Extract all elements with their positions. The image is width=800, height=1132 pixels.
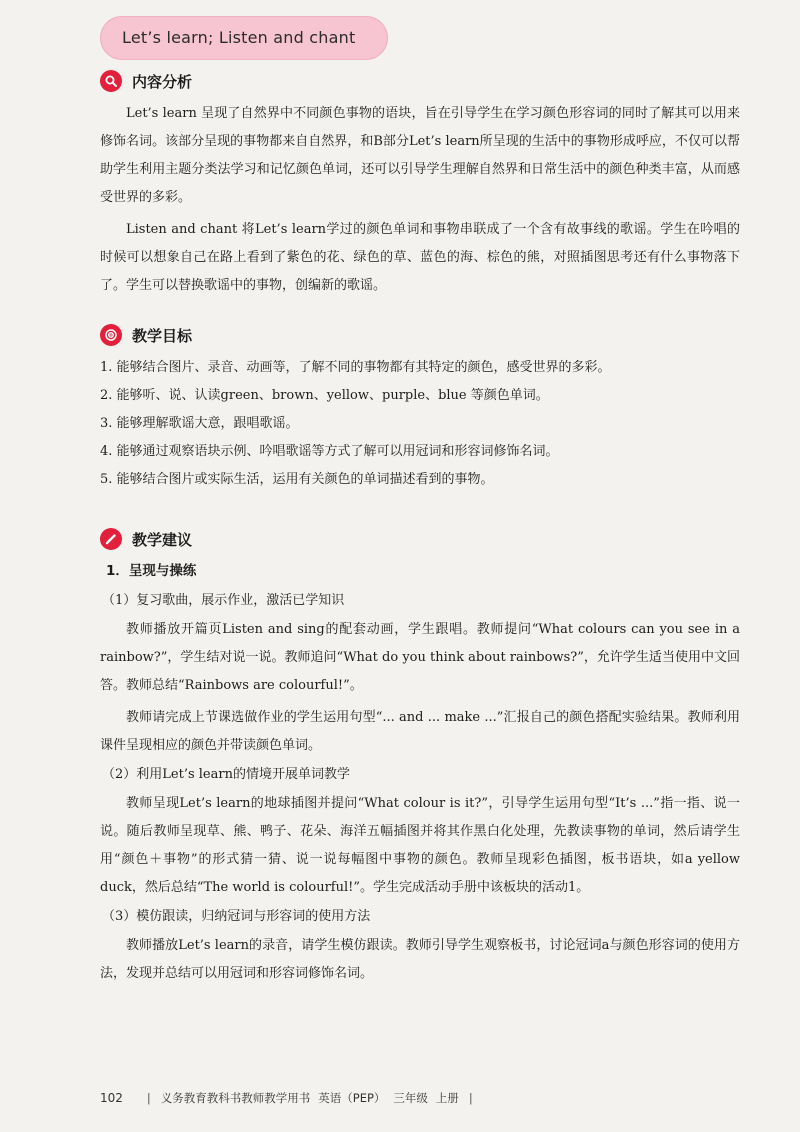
suggestion-subtitle: 1．呈现与操练 [106, 563, 197, 579]
pencil-icon [100, 528, 122, 550]
page-footer [100, 1088, 483, 1108]
goal-item: 1. 能够结合图片、录音、动画等，了解不同的事物都有其特定的颜色，感受世界的多彩。 [100, 360, 611, 375]
step-heading: （1）复习歌曲，展示作业，激活已学知识 [102, 593, 345, 608]
content-analysis-paragraph: Let’s learn 呈现了自然界中不同颜色事物的语块，旨在引导学生在学习颜色形容词的同时了解其可以用来修饰名词。该部分呈现的事物都来自自然界，和B部分Let’s learn所呈现的生活中的事物形成呼应，不仅可以帮助学生利用主题分类法学习和记忆颜色单词，还可以引导学生理解自然界和日常生活中的颜色种类丰富，从而感受世界的多彩。 [100, 106, 740, 205]
footer-book: 义务教育教科书教师教学用书 [160, 1091, 311, 1105]
lesson-header [100, 16, 388, 60]
teaching-suggestions-section [100, 524, 740, 988]
teaching-suggestions-heading [100, 524, 740, 554]
suggestion-paragraph: 教师呈现Let’s learn的地球插图并提问“What colour is it?”，引导学生运用句型“It’s ...”指一指、说一说。随后教师呈现草、熊、鸭子、花朵、海洋五幅插图并将其作黑白化处理，先教读事物的单词，然后请学生用“颜色＋事物”的形式猜一猜、说一说每幅图中事物的颜色。教师呈现彩色插图，板书语块，如a yellow duck，然后总结“The world is colourful!”。学生完成活动手册中该板块的活动1。 [100, 796, 740, 895]
content-analysis-section [100, 66, 740, 300]
teaching-goals-heading [100, 320, 740, 350]
suggestion-paragraph: 教师播放开篇页Listen and sing的配套动画，学生跟唱。教师提问“What colours can you see in a rainbow?”，学生结对说一说。教师追问“What do you think about rainbows?”，允许学生适当使用中文回答。教师总结“Rainbows are colourful!”。 [100, 622, 740, 693]
content-analysis-heading [100, 66, 740, 96]
suggestion-paragraph: 教师请完成上节课选做作业的学生运用句型“... and ... make ...”汇报自己的颜色搭配实验结果。教师利用课件呈现相应的颜色并带读颜色单词。 [100, 710, 740, 753]
goal-item: 2. 能够听、说、认读green、brown、yellow、purple、blue 等颜色单词。 [100, 388, 549, 403]
goal-item: 4. 能够通过观察语块示例、吟唱歌谣等方式了解可以用冠词和形容词修饰名词。 [100, 444, 559, 459]
footer-divider: | [468, 1091, 473, 1105]
content-analysis-paragraph: Listen and chant 将Let’s learn学过的颜色单词和事物串联成了一个含有故事线的歌谣。学生在吟唱的时候可以想象自己在路上看到了紫色的花、绿色的草、蓝色的海、棕色的熊，对照插图思考还有什么事物落下了。学生可以替换歌谣中的事物，创编新的歌谣。 [100, 222, 740, 293]
step-heading: （2）利用Let’s learn的情境开展单词教学 [102, 767, 350, 782]
teaching-goals-section [100, 320, 740, 494]
teaching-goals-title: 教学目标 [132, 326, 193, 345]
suggestion-paragraph: 教师播放Let’s learn的录音，请学生模仿跟读。教师引导学生观察板书，讨论冠词a与颜色形容词的使用方法，发现并总结可以用冠词和形容词修饰名词。 [100, 938, 740, 981]
step-heading: （3）模仿跟读，归纳冠词与形容词的使用方法 [102, 909, 371, 924]
content-analysis-title: 内容分析 [132, 72, 193, 91]
footer-divider: | [146, 1091, 151, 1105]
footer-subject: 英语（PEP） [318, 1091, 386, 1105]
goal-item: 5. 能够结合图片或实际生活，运用有关颜色的单词描述看到的事物。 [100, 472, 494, 487]
footer-volume: 上册 [435, 1091, 459, 1105]
footer-grade: 三年级 [393, 1091, 428, 1105]
teaching-suggestions-title: 教学建议 [132, 530, 193, 549]
magnifier-icon [100, 70, 122, 92]
goal-item: 3. 能够理解歌谣大意，跟唱歌谣。 [100, 416, 299, 431]
page-number: 102 [100, 1091, 123, 1105]
target-icon [100, 324, 122, 346]
lesson-title: Let’s learn; Listen and chant [122, 28, 356, 47]
